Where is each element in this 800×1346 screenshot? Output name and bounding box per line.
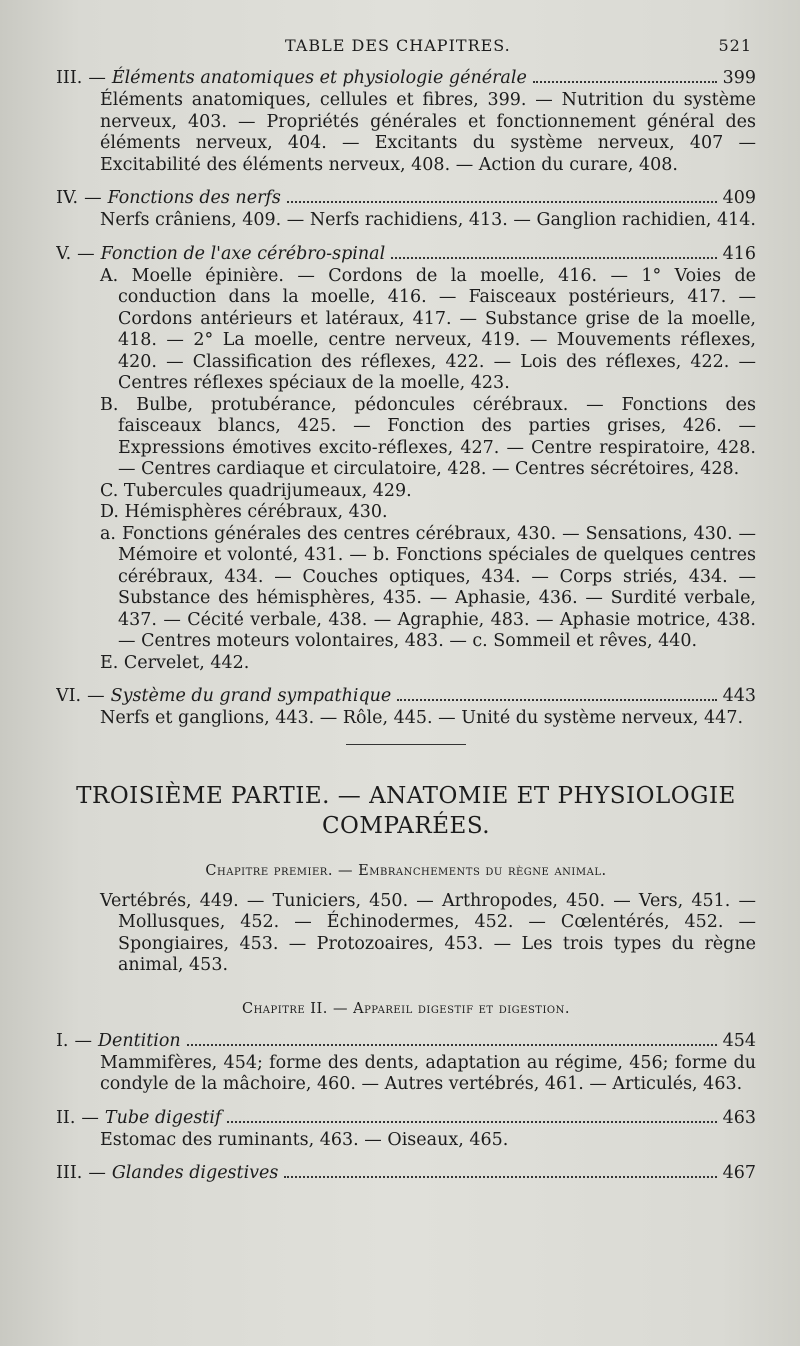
entry-dash: —	[74, 1030, 92, 1051]
description-paragraph: Éléments anatomiques, cellules et fibres, 399. — Nutrition du système nerveux, 403. — Propriétés générales et fonctionnement général des éléments nerveux, 404. — Excitants du système nerveux, 407 — Excitabilité des éléments nerveux, 408. — Action du curare, 408.	[100, 90, 756, 175]
description-paragraph: Nerfs crâniens, 409. — Nerfs rachidiens, 413. — Ganglion rachidien, 414.	[100, 210, 756, 230]
entry-number: II.	[56, 1107, 76, 1128]
dot-leader	[227, 1108, 716, 1123]
entry-dash: —	[88, 68, 106, 88]
entry-description	[100, 90, 756, 176]
entry-description	[100, 708, 756, 730]
entry-title: Système du grand sympathique	[110, 686, 392, 706]
entry-number: V.	[56, 243, 72, 264]
toc-entry	[56, 1106, 756, 1130]
table-of-contents	[56, 66, 756, 1191]
dot-leader	[284, 1163, 716, 1178]
entry-page: 454	[722, 1030, 756, 1051]
entry-page: 443	[722, 686, 756, 706]
entry-dash: —	[88, 1163, 106, 1183]
entry-title: Dentition	[97, 1030, 181, 1051]
description-paragraph: E. Cervelet, 442.	[100, 652, 250, 673]
entry-title: Fonction de l'axe cérébro-spinal	[100, 243, 386, 264]
section-entries-b	[56, 1029, 756, 1192]
entry-page: 467	[722, 1163, 756, 1183]
part-title	[56, 781, 756, 841]
entry-number: VI.	[56, 686, 82, 706]
running-head	[0, 36, 800, 58]
running-head-title: TABLE DES CHAPITRES.	[285, 36, 511, 55]
dot-leader	[287, 188, 717, 203]
description-paragraph: B. Bulbe, protubérance, pédoncules cérébraux. — Fonctions des faisceaux blancs, 425. — Fonction des parties grises, 426. — Expressions émotives excito-réflexes, 427. — Centre respiratoire, 428. — Centres cardiaque et circulatoire, 428. — Centres sécrétoires, 428.	[100, 394, 756, 479]
chapter-1-heading: Chapitre premier. — Embranchements du règne animal.	[205, 862, 607, 879]
dot-leader	[533, 68, 717, 83]
entry-title: Éléments anatomiques et physiologie générale	[111, 68, 527, 88]
page-number: 521	[718, 36, 752, 55]
toc-entry	[56, 1029, 756, 1053]
entry-page: 399	[722, 68, 756, 88]
toc-entry	[56, 186, 756, 210]
toc-entry	[56, 684, 756, 708]
entry-description	[100, 266, 756, 675]
description-paragraph: Estomac des ruminants, 463. — Oiseaux, 465.	[100, 1129, 509, 1150]
entry-page: 463	[722, 1107, 756, 1128]
entry-dash: —	[81, 1107, 99, 1128]
toc-entry	[56, 66, 756, 90]
entry-description	[100, 1130, 756, 1152]
description-paragraph: C. Tubercules quadrijumeaux, 429.	[100, 480, 412, 501]
entry-title: Fonctions des nerfs	[107, 188, 281, 208]
section-divider	[346, 744, 466, 745]
part-title-line1: TROISIÈME PARTIE. — ANATOMIE ET PHYSIOLOGIE	[76, 782, 736, 809]
entry-description	[100, 1053, 756, 1096]
entry-number: III.	[56, 68, 83, 88]
description-paragraph: a. Fonctions générales des centres cérébraux, 430. — Sensations, 430. — Mémoire et volonté, 431. — b. Fonctions spéciales de quelques centres cérébraux, 434. — Couches optiques, 434. — Corps striés, 434. — Substance des hémisphères, 435. — Aphasie, 436. — Surdité verbale, 437. — Cécité verbale, 438. — Agraphie, 483. — Aphasie motrice, 438. — Centres moteurs volontaires, 483. — c. Sommeil et rêves, 440.	[100, 523, 756, 651]
entry-page: 416	[722, 243, 756, 264]
entry-dash: —	[77, 243, 95, 264]
chapter-2-heading: Chapitre II. — Appareil digestif et digestion.	[241, 1000, 570, 1017]
description-paragraph: Nerfs et ganglions, 443. — Rôle, 445. — Unité du système nerveux, 447.	[100, 708, 744, 728]
entry-number: I.	[56, 1030, 69, 1051]
dot-leader	[397, 686, 716, 701]
entry-page: 409	[722, 188, 756, 208]
toc-entry	[56, 1161, 756, 1185]
entry-number: III.	[56, 1163, 83, 1183]
toc-entry	[56, 242, 756, 266]
chapter-1-text: Vertébrés, 449. — Tuniciers, 450. — Arthropodes, 450. — Vers, 451. — Mollusques, 452. — Échinodermes, 452. — Cœlentérés, 452. — Spongiaires, 453. — Protozoaires, 453. — Les trois types du règne animal, 453.	[100, 890, 756, 975]
entry-number: IV.	[56, 188, 79, 208]
dot-leader	[391, 244, 716, 259]
entry-dash: —	[87, 686, 105, 706]
chapter-1-description	[100, 891, 756, 977]
entry-dash: —	[84, 188, 102, 208]
section-entries-a	[56, 66, 756, 730]
dot-leader	[187, 1031, 717, 1046]
description-paragraph: Mammifères, 454; forme des dents, adaptation au régime, 456; forme du condyle de la mâchoire, 460. — Autres vertébrés, 461. — Articulés, 463.	[100, 1052, 756, 1094]
entry-title: Glandes digestives	[111, 1163, 279, 1183]
description-paragraph: A. Moelle épinière. — Cordons de la moelle, 416. — 1° Voies de conduction dans la moelle, 416. — Faisceaux postérieurs, 417. — Cordons antérieurs et latéraux, 417. — Substance grise de la moelle, 418. — 2° La moelle, centre nerveux, 419. — Mouvements réflexes, 420. — Classification des réflexes, 422. — Lois des réflexes, 422. — Centres réflexes spéciaux de la moelle, 423.	[100, 265, 756, 393]
entry-description	[100, 210, 756, 232]
entry-title: Tube digestif	[104, 1107, 222, 1128]
description-paragraph: D. Hémisphères cérébraux, 430.	[100, 502, 388, 522]
part-title-line2: COMPARÉES.	[321, 812, 491, 839]
